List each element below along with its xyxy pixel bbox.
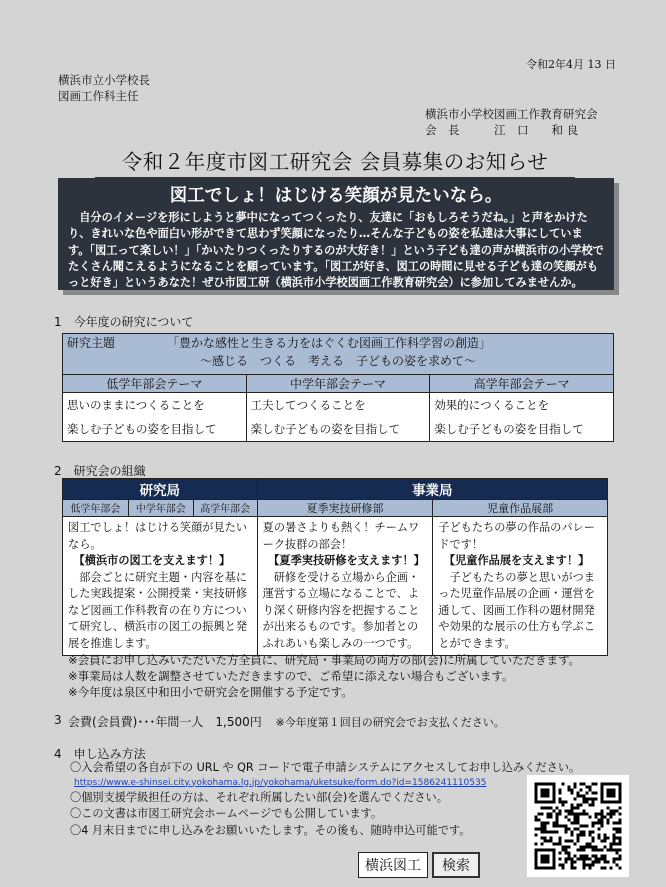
summer-lead: 夏の暑さよりも熱く！チームワーク抜群の部会！	[262, 521, 420, 551]
research-description	[63, 517, 258, 656]
theme-text: 楽しむ子どもの姿を目指して	[67, 422, 217, 436]
apply-list	[70, 760, 580, 839]
exhibit-lead: 子どもたちの夢の作品のパレードです！	[438, 521, 595, 551]
sender-line1: 横浜市小学校図画工作教育研究会	[425, 107, 598, 121]
fee-text: 会費(会員費)･･･年間一人 1,500円	[68, 715, 262, 729]
section1-heading: 1 今年度の研究について	[54, 315, 194, 329]
exhibit-body: 子どもたちの夢と思いがつまった児童作品展の企画・運営を通して、図画工作科の題材開発や効果的な展示の仕方も学ぶことができます。	[438, 570, 595, 650]
theme-cell-middle	[246, 393, 430, 442]
qr-code-icon[interactable]	[527, 775, 629, 877]
intro-banner	[58, 178, 614, 290]
research-theme-table	[62, 333, 614, 442]
notes	[68, 652, 580, 700]
section3-heading: 3	[54, 713, 62, 727]
theme-text: 楽しむ子どもの姿を目指して	[250, 422, 401, 436]
apply-item: 〇入会希望の各自が下の URL や QR コードで電子申請システムにアクセスしてお申し込みください。	[70, 761, 581, 774]
search-button[interactable]: 検索	[432, 852, 480, 878]
page-title: 令和２年度市図工研究会 会員募集のお知らせ	[95, 145, 575, 178]
summer-description	[257, 517, 433, 656]
column-lower: 低学年部会テーマ	[63, 375, 247, 393]
sub-upper: 高学年部会	[193, 500, 257, 517]
apply-item: 〇個別支援学級担任の方は、それぞれ所属したい部(会)を選んでください。	[70, 790, 448, 804]
theme-text: 効果的につくることを	[434, 398, 550, 412]
recipient-line1: 横浜市立小学校長	[58, 73, 150, 87]
organization-table	[62, 478, 608, 656]
note: ※会員にお申し込みいただいた方全員に、研究局・事業局の両方の部(会)に所属していただきます。	[68, 653, 581, 667]
apply-url-link[interactable]: https://www.e-shinsei.city.yokohama.lg.jp/yokohama/uketsuke/form.do?id=1586241110535	[74, 777, 487, 788]
note: ※今年度は泉区中和田小で研究会を開催する予定です。	[68, 685, 353, 699]
search-term[interactable]: 横浜図工	[358, 852, 428, 878]
fee-note: ※今年度第１回目の研究会でお支払ください。	[275, 716, 505, 729]
banner-heading: 図工でしょ！はじける笑顔が見たいなら。	[169, 186, 503, 206]
theme-cell-lower	[63, 393, 247, 442]
section2-heading: 2 研究会の組織	[54, 464, 146, 478]
sub-middle: 中学年部会	[128, 500, 193, 517]
column-middle: 中学年部会テーマ	[246, 375, 430, 393]
apply-item: 〇この文書は市図工研究会ホームページでも公開しています。	[70, 807, 383, 820]
exhibit-description	[433, 517, 608, 656]
research-bureau-title: 研究局	[63, 479, 258, 500]
fee-line	[68, 713, 505, 730]
research-body: 部会ごとに研究主題・内容を基にした実践提案・公開授業・実技研修など図画工作科教育の在り方について研究し、横浜市の図工の振興と発展を推進します。	[68, 570, 248, 650]
theme-text: 工夫してつくることを	[250, 398, 366, 412]
theme-text: 思いのままにつくることを	[67, 398, 205, 412]
summer-body: 研修を受ける立場から企画・運営する立場になることで、より深く研修内容を把握することが出来るものです。参加者とのふれあいも楽しみの一つです。	[262, 570, 420, 650]
sub-summer: 夏季実技研修部	[257, 500, 433, 517]
note: ※事業局は人数を調整させていただきますので、ご希望に添えない場合もございます。	[68, 669, 514, 683]
apply-item: 〇4 月末日までに申し込みをお願いいたします。その後も、随時申込可能です。	[70, 823, 471, 837]
sub-lower: 低学年部会	[63, 500, 129, 517]
section4-heading: 4 申し込み方法	[54, 747, 146, 761]
banner-body: 自分のイメージを形にしようと夢中になってつくったり、友達に「おもしろそうだね。」と声をかけたり、きれいな色や面白い形ができて思わず笑顔になったり…そんな子どもの姿を私達は大事にしています。「図工って楽しい！」「かいたりつくったりするのが大好き！」という子ども達の声が横浜市の小学校でたくさん聞こえるようになることを願っています。「図工が好き、図工の時間に見せる子ども達の笑顔がもっと好き」というあなた！ぜひ市図工研（横浜市小学校図画工作教育研究会）に参加してみませんか。	[68, 211, 604, 290]
theme-text: 楽しむ子どもの姿を目指して	[434, 422, 584, 436]
recipient-block	[58, 72, 150, 104]
recipient-line2: 図画工作科主任	[58, 89, 139, 103]
theme-label: 研究主題	[67, 336, 116, 350]
search-box[interactable]	[358, 852, 480, 878]
summer-highlight: 【夏季実技研修を支えます！】	[268, 554, 425, 567]
sub-exhibit: 児童作品展部	[433, 500, 608, 517]
exhibit-highlight: 【児童作品展を支えます！】	[443, 554, 590, 567]
column-upper: 高学年部会テーマ	[430, 375, 614, 393]
document-date: 令和2年4月 13 日	[526, 58, 616, 71]
theme-header	[63, 334, 614, 375]
sender-line2: 会 長 江 口 和 良	[425, 123, 579, 137]
sender-block	[425, 106, 598, 138]
theme-sub: ～感じる つくる 考える 子どもの姿を求めて～	[199, 354, 476, 368]
research-lead: 図工でしょ！はじける笑顔が見たいなら。	[68, 521, 248, 551]
theme-main: 「豊かな感性と生きる力をはぐくむ図画工作科学習の創造」	[167, 336, 492, 350]
business-bureau-title: 事業局	[257, 479, 607, 500]
research-highlight: 【横浜市の図工を支えます！】	[73, 554, 231, 567]
theme-cell-upper	[430, 393, 614, 442]
